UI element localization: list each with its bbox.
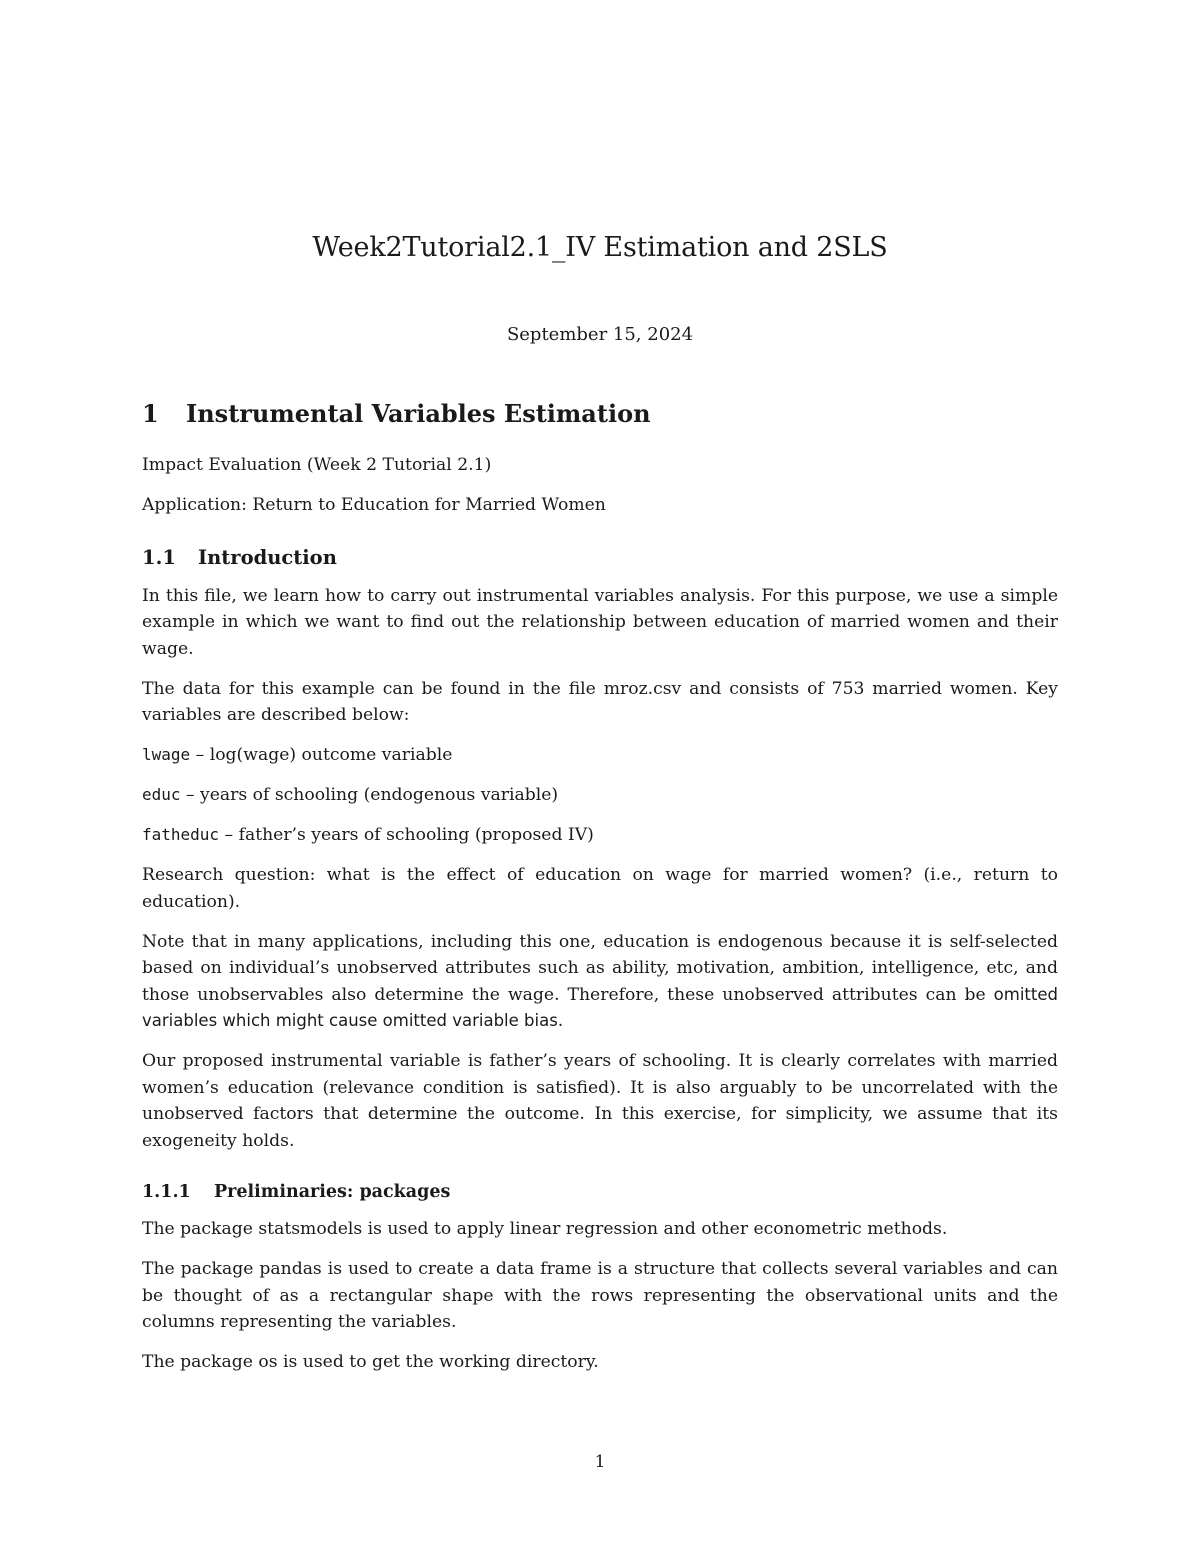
subsubsection-title: Preliminaries: packages xyxy=(214,1182,451,1202)
section-number: 1 xyxy=(142,399,159,428)
variable-description: – log(wage) outcome variable xyxy=(190,745,453,765)
note-text: Note that in many applications, including this one, education is endogenous because it is self-selected based on individual’s unobserved attributes such as ability, motivation, ambition, intelligence, etc, and those unobservables also determine the wage. Therefore, these unobserved attributes can be xyxy=(142,931,1058,1005)
section-title: Instrumental Variables Estimation xyxy=(186,399,651,428)
variable-name: fatheduc xyxy=(142,825,220,844)
subsection-number: 1.1 xyxy=(142,545,176,569)
variable-item xyxy=(142,782,1058,809)
subsubsection-number: 1.1.1 xyxy=(142,1182,191,1202)
document-title: Week2Tutorial2.1_IV Estimation and 2SLS xyxy=(312,232,888,263)
variable-item xyxy=(142,822,1058,849)
subsection-heading-1-1 xyxy=(142,543,1058,573)
research-question-paragraph: Research question: what is the effect of education on wage for married women? (i.e., return to education). xyxy=(142,865,1058,912)
statsmodels-paragraph: The package statsmodels is used to apply linear regression and other econometric methods. xyxy=(142,1219,948,1239)
instrument-paragraph: Our proposed instrumental variable is father’s years of schooling. It is clearly correlates with married women’s education (relevance condition is satisfied). It is also arguably to be uncorrelated with the unobserved factors that determine the outcome. In this exercise, for simplicity, we assume that its exogeneity holds. xyxy=(142,1051,1058,1151)
application-paragraph: Application: Return to Education for Married Women xyxy=(142,495,606,515)
variable-description: – years of schooling (endogenous variable) xyxy=(180,785,559,805)
variable-item xyxy=(142,742,1058,769)
data-paragraph: The data for this example can be found in the file mroz.csv and consists of 753 married women. Key variables are described below: xyxy=(142,678,1058,725)
pandas-paragraph: The package pandas is used to create a data frame is a structure that collects several variables and can be thought of as a rectangular shape with the rows representing the observational units and the columns representing the variables. xyxy=(142,1259,1058,1332)
note-emphasis: omitted variables which might cause omitted variable bias xyxy=(142,984,1058,1030)
subsection-title: Introduction xyxy=(198,545,337,569)
variable-name: educ xyxy=(142,785,181,804)
note-end: . xyxy=(557,1011,564,1031)
variable-description: – father’s years of schooling (proposed IV) xyxy=(219,825,594,845)
subsubsection-heading-1-1-1 xyxy=(142,1178,1058,1206)
document-body xyxy=(142,396,1058,1389)
intro-paragraph: In this file, we learn how to carry out instrumental variables analysis. For this purpose, we use a simple example in which we want to find out the relationship between education of married women and their wage. xyxy=(142,585,1058,659)
endogeneity-note-paragraph xyxy=(142,929,1058,1035)
page-number: 1 xyxy=(594,1452,606,1472)
section-heading-1 xyxy=(142,396,1058,432)
variable-name: lwage xyxy=(142,745,191,764)
os-paragraph: The package os is used to get the working directory. xyxy=(142,1352,599,1372)
course-paragraph: Impact Evaluation (Week 2 Tutorial 2.1) xyxy=(142,455,492,475)
document-date: September 15, 2024 xyxy=(506,324,694,345)
